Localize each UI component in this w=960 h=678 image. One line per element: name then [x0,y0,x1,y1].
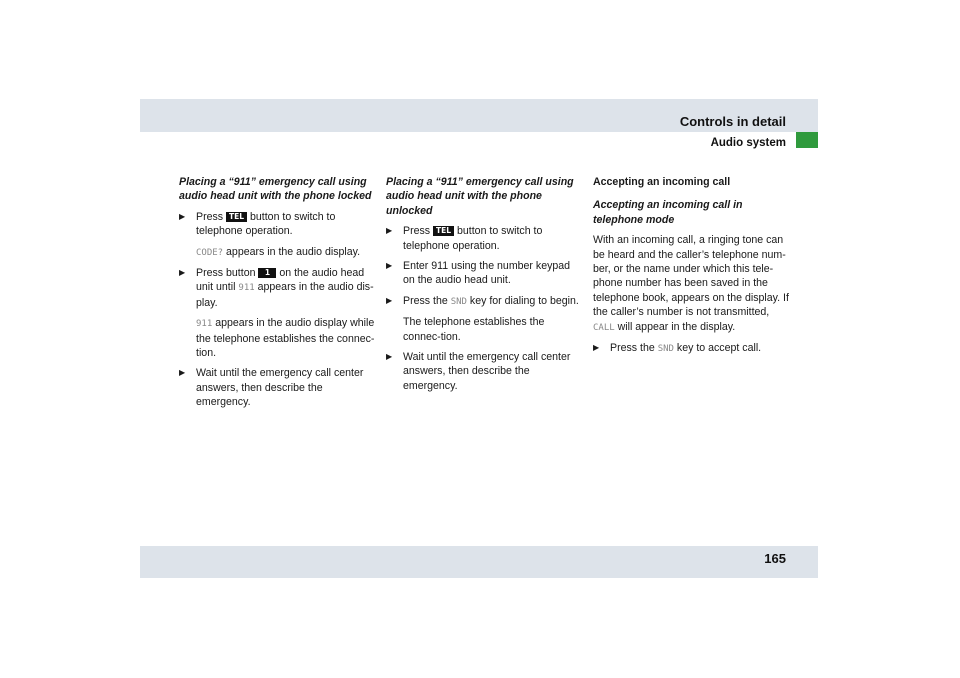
display-code: CODE? [196,247,224,258]
display-code: SND [450,296,467,307]
step-item: ▶ Press the SND key for dialing to begin. [386,294,579,307]
heading-unlocked-call: Placing a “911” emergency call using audio head unit with the phone unlocked [386,176,574,217]
button-1-key-icon: 1 [258,268,276,278]
section-title: Controls in detail [679,114,786,129]
step-item: ▶ Press TEL button to switch to telephone operation. [386,225,543,252]
step-item [179,210,377,239]
note-text: 911 appears in the audio display while the telephone establishes the connec-tion. [196,317,375,360]
arrow-bullet-icon: ▶ [386,261,393,271]
heading-incoming-call: Accepting an incoming call [593,176,731,188]
column-incoming-call [593,175,791,362]
arrow-bullet-icon: ▶ [179,211,186,221]
note-text: The telephone establishes the connec-tion. [403,316,545,343]
tel-key-icon: TEL [226,212,247,222]
step-item: ▶ Press button 1 on the audio head unit until 911 appears in the audio dis-play. [179,267,374,309]
page-number: 165 [764,551,786,566]
arrow-bullet-icon: ▶ [179,368,186,378]
subheading-telephone-mode: Accepting an incoming call in telephone mode [593,199,743,226]
section-subtitle: Audio system [710,137,786,149]
arrow-bullet-icon: ▶ [386,295,393,305]
footer-band [140,546,818,578]
step-text: Press [196,210,227,223]
display-code: 911 [238,283,255,294]
step-text: button to switch to telephone operation. [196,210,336,238]
note-text: CODE? appears in the audio display. [196,245,361,258]
step-item: ▶ Wait until the emergency call center answers, then describe the emergency. [179,367,364,409]
step-item: ▶ Wait until the emergency call center answers, then describe the emergency. [386,351,571,392]
heading-locked-call: Placing a “911” emergency call using audio head unit with the phone locked [179,176,372,203]
display-code: SND [657,344,674,355]
section-tab-marker [796,132,818,148]
step-item: ▶ Press the SND key to accept call. [593,342,762,355]
column-locked-call [179,175,377,416]
body-paragraph: With an incoming call, a ringing tone can be heard and the caller’s telephone num-ber, or the name under which this tele-phone number has been saved in the telephone book, appears on the display. If the caller’s number is not transmitted, CALL will appear in the display. [593,234,789,333]
arrow-bullet-icon: ▶ [386,352,393,362]
column-unlocked-call [386,175,584,399]
arrow-bullet-icon: ▶ [593,343,600,353]
step-item: ▶ Enter 911 using the number keypad on the audio head unit. [386,260,571,287]
display-code: 911 [196,319,213,330]
arrow-bullet-icon: ▶ [179,268,186,278]
tel-key-icon: TEL [433,226,454,236]
display-code: CALL [593,322,615,333]
arrow-bullet-icon: ▶ [386,226,393,236]
